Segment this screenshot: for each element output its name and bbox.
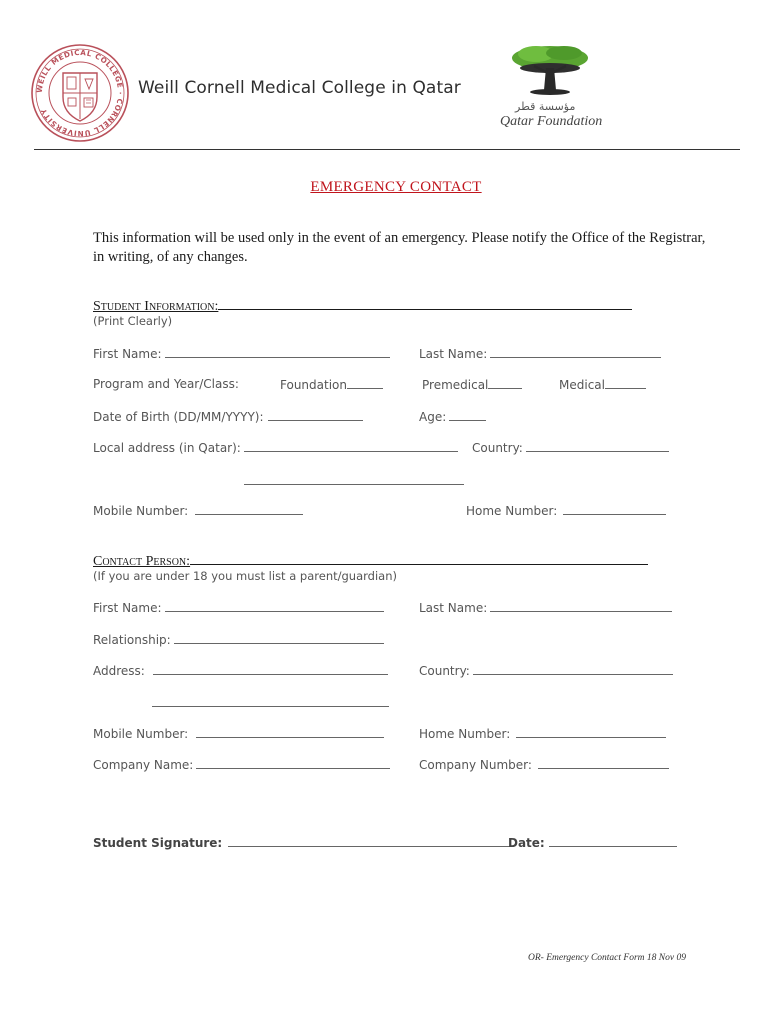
company-name-label: Company Name: [93, 757, 390, 772]
cornell-seal-logo [30, 43, 130, 143]
company-number-field[interactable] [538, 757, 669, 769]
foundation-option: Foundation [280, 377, 383, 392]
tree-icon [506, 44, 594, 96]
contact-first-name-field[interactable] [165, 600, 384, 612]
foundation-field[interactable] [347, 377, 383, 389]
form-title: EMERGENCY CONTACT [310, 179, 482, 195]
company-number-label: Company Number: [419, 757, 669, 772]
heading-rule [218, 297, 632, 310]
college-name: Weill Cornell Medical College in Qatar [138, 78, 461, 98]
student-section-heading [93, 297, 632, 315]
student-country-field[interactable] [526, 440, 669, 452]
contact-section-label: Contact Person: [93, 554, 191, 569]
contact-country-label: Country: [419, 663, 673, 678]
intro-text: This information will be used only in the event of an emergency. Please notify the Office of the Registrar, in writing, of any changes. [93, 230, 706, 265]
medical-option: Medical [559, 377, 646, 392]
heading-rule [190, 552, 648, 565]
contact-address-label: Address: [93, 663, 388, 678]
premedical-option: Premedical [422, 377, 522, 392]
student-last-name-field[interactable] [490, 346, 661, 358]
qatar-foundation-arabic: مؤسسة قطر [515, 100, 576, 113]
student-last-name-label: Last Name: [419, 346, 661, 361]
guardian-note: (If you are under 18 you must list a parent/guardian) [93, 569, 397, 583]
student-country-label: Country: [472, 440, 669, 455]
contact-address-field[interactable] [153, 663, 388, 675]
date-label: Date: [508, 835, 677, 850]
contact-section-heading [93, 552, 648, 570]
student-section-label: Student Information: [93, 299, 219, 314]
contact-first-name-label: First Name: [93, 600, 384, 615]
print-clearly-note: (Print Clearly) [93, 314, 173, 328]
relationship-field[interactable] [174, 632, 384, 644]
contact-country-field[interactable] [473, 663, 673, 675]
contact-home-field[interactable] [516, 726, 666, 738]
student-mobile-field[interactable] [195, 503, 303, 515]
age-field[interactable] [449, 409, 486, 421]
qatar-foundation-name: Qatar Foundation [500, 114, 603, 129]
premedical-field[interactable] [488, 377, 522, 389]
contact-mobile-field[interactable] [196, 726, 384, 738]
program-year-label: Program and Year/Class: [93, 377, 239, 391]
relationship-label: Relationship: [93, 632, 384, 647]
dob-field[interactable] [268, 409, 363, 421]
local-address-field-line2[interactable] [244, 484, 464, 485]
seal-ring-text: WEILL MEDICAL COLLEGE · CORNELL UNIVERSITY [34, 47, 126, 139]
company-name-field[interactable] [196, 757, 390, 769]
student-signature-label: Student Signature: [93, 835, 514, 850]
student-first-name-field[interactable] [165, 346, 390, 358]
medical-field[interactable] [605, 377, 646, 389]
contact-last-name-label: Last Name: [419, 600, 672, 615]
student-home-label: Home Number: [466, 503, 666, 518]
age-label: Age: [419, 409, 486, 424]
form-footer: OR- Emergency Contact Form 18 Nov 09 [528, 953, 686, 963]
local-address-label: Local address (in Qatar): [93, 440, 458, 455]
student-mobile-label: Mobile Number: [93, 503, 303, 518]
date-field[interactable] [549, 835, 677, 847]
contact-last-name-field[interactable] [490, 600, 672, 612]
local-address-field[interactable] [244, 440, 458, 452]
header-divider [34, 149, 740, 150]
student-signature-field[interactable] [228, 835, 514, 847]
student-home-field[interactable] [563, 503, 666, 515]
contact-mobile-label: Mobile Number: [93, 726, 384, 741]
dob-label: Date of Birth (DD/MM/YYYY): [93, 409, 363, 424]
contact-home-label: Home Number: [419, 726, 666, 741]
student-first-name-label: First Name: [93, 346, 390, 361]
contact-address-field-line2[interactable] [152, 706, 389, 707]
